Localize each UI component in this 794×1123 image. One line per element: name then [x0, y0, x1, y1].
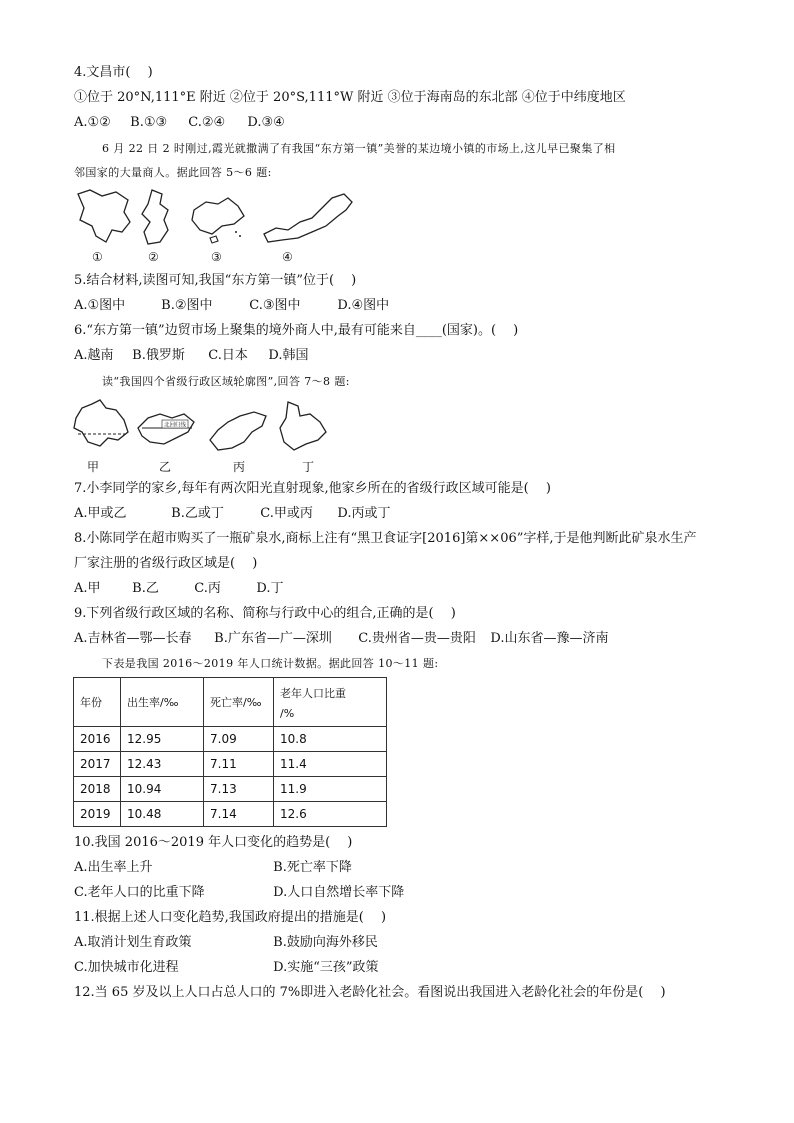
q10-options-row2: [74, 884, 404, 902]
passage-5-6-line1: 6 月 22 日 2 时刚过,霞光就撒满了有我国“东方第一镇”美誉的某边境小镇的市场上,这儿早已聚集了相: [102, 142, 616, 155]
q11-option-c[interactable]: C.加快城市化进程: [74, 960, 179, 975]
q9-option-c[interactable]: C.贵州省—贵—贵阳: [358, 631, 476, 646]
q6-option-b[interactable]: B.俄罗斯: [132, 348, 185, 363]
map-4-outline: [262, 192, 358, 244]
q5-option-a[interactable]: A.①图中: [74, 298, 126, 313]
q8-option-a[interactable]: A.甲: [74, 581, 101, 596]
q10-stem: 10.我国 2016～2019 年人口变化的趋势是( ): [74, 835, 353, 850]
table-cell: 11.4: [274, 752, 387, 777]
table-cell: 12.95: [121, 727, 204, 752]
q9-option-d[interactable]: D.山东省—豫—济南: [490, 631, 609, 646]
table-cell: 12.6: [274, 802, 387, 827]
map-label-yi: 乙: [159, 460, 172, 474]
q11-options-row1: [74, 934, 378, 952]
q8-option-c[interactable]: C.丙: [194, 581, 221, 596]
map-label-4: ④: [282, 250, 293, 264]
map-2-outline: [138, 188, 172, 248]
q11-options-row2: [74, 959, 379, 977]
q6-option-c[interactable]: C.日本: [208, 348, 248, 363]
table-row: [74, 777, 387, 802]
population-stats-table: [73, 677, 387, 827]
q6-option-d[interactable]: D.韩国: [268, 348, 309, 363]
q5-option-c[interactable]: C.③图中: [249, 298, 301, 313]
table-cell: 2016: [74, 727, 121, 752]
q6-stem: 6.“东方第一镇”边贸市场上聚集的境外商人中,最有可能来自____(国家)。( ): [74, 323, 519, 338]
table-header-birth-rate: 出生率/‰: [121, 678, 204, 727]
table-cell: 2019: [74, 802, 121, 827]
q5-option-d[interactable]: D.④图中: [337, 298, 390, 313]
q11-option-d[interactable]: D.实施“三孩”政策: [273, 960, 379, 975]
q10-options-row1: [74, 859, 352, 877]
q5-option-b[interactable]: B.②图中: [161, 298, 213, 313]
q4-option-c[interactable]: C.②④: [188, 115, 226, 130]
q7-option-a[interactable]: A.甲或乙: [74, 506, 127, 521]
table-cell: 10.8: [274, 727, 387, 752]
table-cell: 2018: [74, 777, 121, 802]
passage-10-11-line1: 下表是我国 2016～2019 年人口统计数据。据此回答 10～11 题:: [102, 657, 439, 670]
q10-option-b[interactable]: B.死亡率下降: [273, 860, 352, 875]
q7-option-c[interactable]: C.甲或丙: [260, 506, 313, 521]
q4-option-a[interactable]: A.①②: [74, 115, 111, 130]
map-label-jia: 甲: [87, 460, 100, 474]
map-label-3: ③: [211, 250, 222, 264]
table-header-elderly-share-line1: 老年人口比重: [280, 686, 346, 700]
q7-stem: 7.小李同学的家乡,每年有两次阳光直射现象,他家乡所在的省级行政区域可能是( ): [74, 481, 551, 496]
map-yi-outline: [134, 408, 198, 452]
q6-option-a[interactable]: A.越南: [74, 348, 114, 363]
q8-options: [74, 580, 284, 598]
q7-option-b[interactable]: B.乙或丁: [171, 506, 224, 521]
table-header-death-rate: 死亡率/‰: [204, 678, 274, 727]
map-label-2: ②: [148, 250, 159, 264]
q11-option-b[interactable]: B.鼓励向海外移民: [273, 935, 378, 950]
map-1-outline: [72, 186, 134, 248]
q4-option-b[interactable]: B.①③: [130, 115, 168, 130]
table-cell: 7.09: [204, 727, 274, 752]
map-label-ding: 丁: [302, 460, 315, 474]
map-ding-outline: [276, 398, 332, 454]
table-cell: 7.11: [204, 752, 274, 777]
q7-option-d[interactable]: D.丙或丁: [337, 506, 391, 521]
q8-stem-line2: 厂家注册的省级行政区域是( ): [74, 556, 258, 571]
q9-option-b[interactable]: B.广东省—广—深圳: [214, 631, 332, 646]
map-label-bing: 丙: [233, 460, 246, 474]
table-cell: 2017: [74, 752, 121, 777]
q12-stem: 12.当 65 岁及以上人口占总人口的 7%即进入老龄化社会。看图说出我国进入老龄化社会的年份是( ): [74, 985, 666, 1000]
q11-option-a[interactable]: A.取消计划生育政策: [74, 935, 192, 950]
q8-option-b[interactable]: B.乙: [132, 581, 159, 596]
q11-stem: 11.根据上述人口变化趋势,我国政府提出的措施是( ): [74, 910, 387, 925]
q9-option-a[interactable]: A.吉林省—鄂—长春: [74, 631, 192, 646]
q10-option-c[interactable]: C.老年人口的比重下降: [74, 885, 205, 900]
table-header-elderly-share-line2: /%: [280, 706, 295, 720]
map-yi-inner-text: 北回归线: [163, 422, 187, 429]
table-row: [74, 802, 387, 827]
table-header-elderly-share: [274, 678, 387, 727]
passage-5-6-line2: 邻国家的大量商人。据此回答 5～6 题:: [74, 166, 272, 179]
q6-options: [74, 347, 309, 365]
map-3-outline: [188, 194, 250, 246]
table-cell: 11.9: [274, 777, 387, 802]
table-cell: 10.48: [121, 802, 204, 827]
q8-option-d[interactable]: D.丁: [256, 581, 284, 596]
table-cell: 7.14: [204, 802, 274, 827]
q8-stem-line1: 8.小陈同学在超市购买了一瓶矿泉水,商标上注有“黑卫食证字[2016]第××06”字样,于是他判断此矿泉水生产: [74, 531, 697, 546]
table-header-year: 年份: [74, 678, 121, 727]
table-header-row: [74, 678, 387, 727]
q4-statements: ①位于 20°N,111°E 附近 ②位于 20°S,111°W 附近 ③位于海南岛的东北部 ④位于中纬度地区: [74, 90, 626, 105]
q10-option-a[interactable]: A.出生率上升: [74, 860, 153, 875]
table-row: [74, 752, 387, 777]
passage-7-8-line1: 读“我国四个省级行政区域轮廓图”,回答 7～8 题:: [102, 375, 350, 388]
q4-stem: 4.文昌市( ): [74, 65, 153, 80]
map-bing-outline: [206, 408, 272, 454]
q7-options: [74, 505, 391, 523]
map-label-1: ①: [92, 250, 103, 264]
table-row: [74, 727, 387, 752]
map-jia-outline: [72, 398, 132, 450]
q4-options: [74, 114, 285, 132]
q10-option-d[interactable]: D.人口自然增长率下降: [273, 885, 405, 900]
table-cell: 7.13: [204, 777, 274, 802]
q5-stem: 5.结合材料,读图可知,我国“东方第一镇”位于( ): [74, 273, 357, 288]
q9-options: [74, 630, 609, 648]
table-cell: 12.43: [121, 752, 204, 777]
q9-stem: 9.下列省级行政区域的名称、简称与行政中心的组合,正确的是( ): [74, 606, 456, 621]
table-cell: 10.94: [121, 777, 204, 802]
q5-options: [74, 297, 389, 315]
q4-option-d[interactable]: D.③④: [247, 115, 285, 130]
